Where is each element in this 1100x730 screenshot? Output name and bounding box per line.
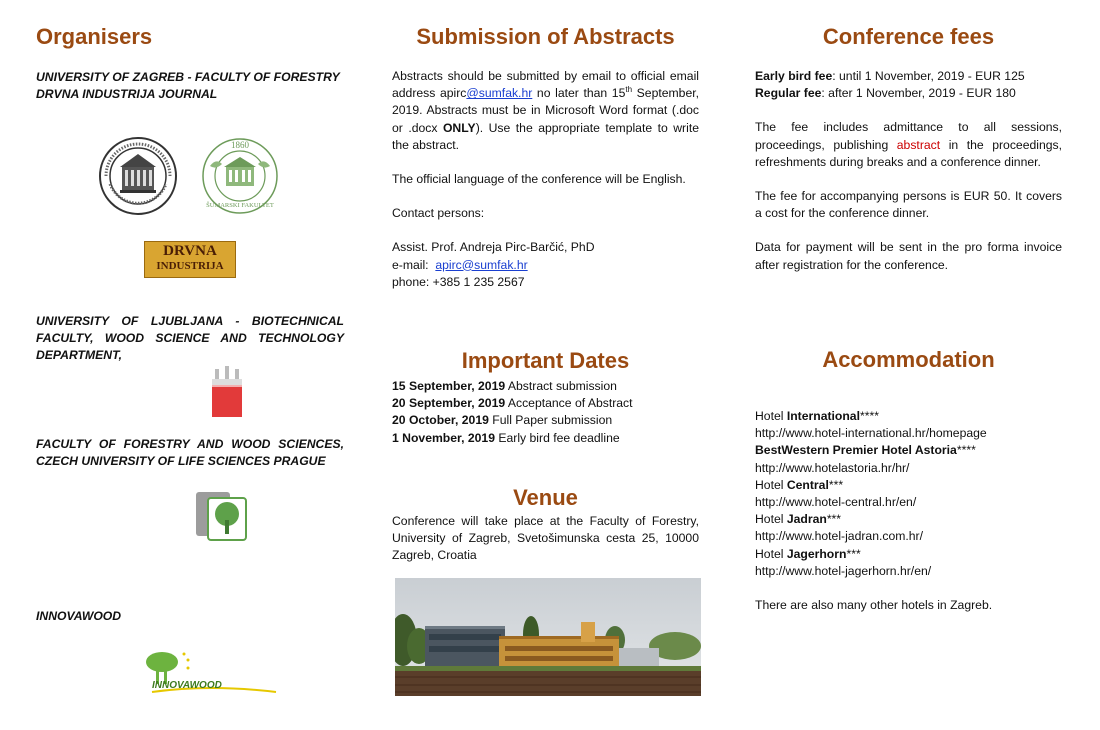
innovawood-logo-icon	[140, 650, 280, 698]
hotel-url: http://www.hotel-international.hr/homepage	[755, 426, 987, 441]
accommodation-heading: Accommodation	[822, 347, 995, 372]
organiser-ljubljana: UNIVERSITY OF LJUBLJANA - BIOTECHNICAL FACULTY, WOOD SCIENCE AND TECHNOLOGY DEPARTMENT,	[36, 314, 344, 362]
university-ljubljana-logo-icon	[210, 365, 244, 419]
hotel-item: Hotel Central***	[755, 477, 844, 492]
abstracts-body	[392, 68, 699, 291]
sumarski-fakultet-seal-icon	[200, 136, 280, 216]
important-dates-heading: Important Dates	[461, 348, 630, 373]
abstracts-heading: Submission of Abstracts	[416, 24, 675, 49]
venue-text: Conference will take place at the Faculty of Forestry, University of Zagreb, Svetošimunska cesta 25, 10000 Zagreb, Croatia	[392, 514, 699, 563]
accompanying-fee-paragraph: The fee for accompanying persons is EUR 50. It covers a cost for the conference dinner.	[755, 189, 1062, 221]
drvna-industrija-logo: DRVNA INDUSTRIJA	[144, 241, 236, 278]
contact-persons-label: Contact persons:	[392, 206, 485, 221]
hotel-item: BestWestern Premier Hotel Astoria****	[755, 443, 976, 458]
organiser-prague: FACULTY OF FORESTRY AND WOOD SCIENCES, CZECH UNIVERSITY OF LIFE SCIENCES PRAGUE	[36, 437, 344, 468]
contact-phone: phone: +385 1 235 2567	[392, 274, 525, 289]
early-bird-fee: Early bird fee: until 1 November, 2019 - EUR 125	[755, 69, 1025, 83]
contact-name: Assist. Prof. Andreja Pirc-Barčić, PhD	[392, 240, 595, 255]
payment-paragraph: Data for payment will be sent in the pro forma invoice after registration for the conference.	[755, 240, 1062, 272]
svg-text:1860: 1860	[231, 140, 249, 150]
svg-text:INNOVAWOOD: INNOVAWOOD	[152, 680, 222, 691]
hotel-item: Hotel International****	[755, 409, 879, 423]
svg-text:ŠUMARSKI FAKULTET: ŠUMARSKI FAKULTET	[206, 202, 274, 209]
hotel-url: http://www.hotel-jadran.com.hr/	[755, 529, 923, 544]
other-hotels-note: There are also many other hotels in Zagreb.	[755, 598, 993, 613]
venue-heading: Venue	[513, 485, 578, 510]
university-zagreb-seal-icon	[98, 136, 178, 216]
fee-includes-paragraph: The fee includes admittance to all sessions, proceedings, publishing abstract in the proceedings, refreshments during breaks and a conference dinner.	[755, 120, 1063, 169]
hotel-url: http://www.hotel-central.hr/en/	[755, 495, 917, 510]
hotel-url: http://www.hotel-jagerhorn.hr/en/	[755, 563, 932, 578]
regular-fee: Regular fee: after 1 November, 2019 - EUR 180	[755, 86, 1016, 101]
czech-university-logo-icon	[194, 490, 250, 542]
language-paragraph: The official language of the conference will be English.	[392, 172, 686, 187]
important-dates-list	[392, 378, 699, 447]
hotel-url: http://www.hotelastoria.hr/hr/	[755, 460, 910, 475]
date-item: 15 September, 2019 Abstract submission	[392, 379, 617, 393]
hotel-item: Hotel Jadran***	[755, 512, 842, 527]
contact-email: e-mail: apirc@sumfak.hr	[392, 257, 528, 272]
abstracts-paragraph-1: Abstracts should be submitted by email to official email address apirc@sumfak.hr no later than 15th September, 2019. Abstracts must be in Microsoft Word format (.doc or .docx ONLY). Use the appropriate template to write the abstract.	[392, 69, 699, 152]
organisers-heading: Organisers	[36, 24, 153, 49]
fees-body	[755, 68, 1062, 274]
organiser-zagreb: UNIVERSITY OF ZAGREB - FACULTY OF FORESTRY DRVNA INDUSTRIJA JOURNAL	[36, 70, 340, 101]
hotel-list	[755, 408, 1062, 614]
venue-photo	[395, 578, 701, 696]
date-item: 1 November, 2019 Early bird fee deadline	[392, 430, 620, 445]
organiser-innovawood: INNOVAWOOD	[36, 609, 122, 623]
date-item: 20 September, 2019 Acceptance of Abstract	[392, 396, 633, 411]
contact-email-link[interactable]: apirc@sumfak.hr	[435, 257, 528, 272]
conference-fees-heading: Conference fees	[822, 24, 995, 49]
date-item: 20 October, 2019 Full Paper submission	[392, 413, 613, 428]
abstract-email-link[interactable]: @sumfak.hr	[466, 86, 533, 101]
hotel-item: Hotel Jagerhorn***	[755, 546, 861, 561]
